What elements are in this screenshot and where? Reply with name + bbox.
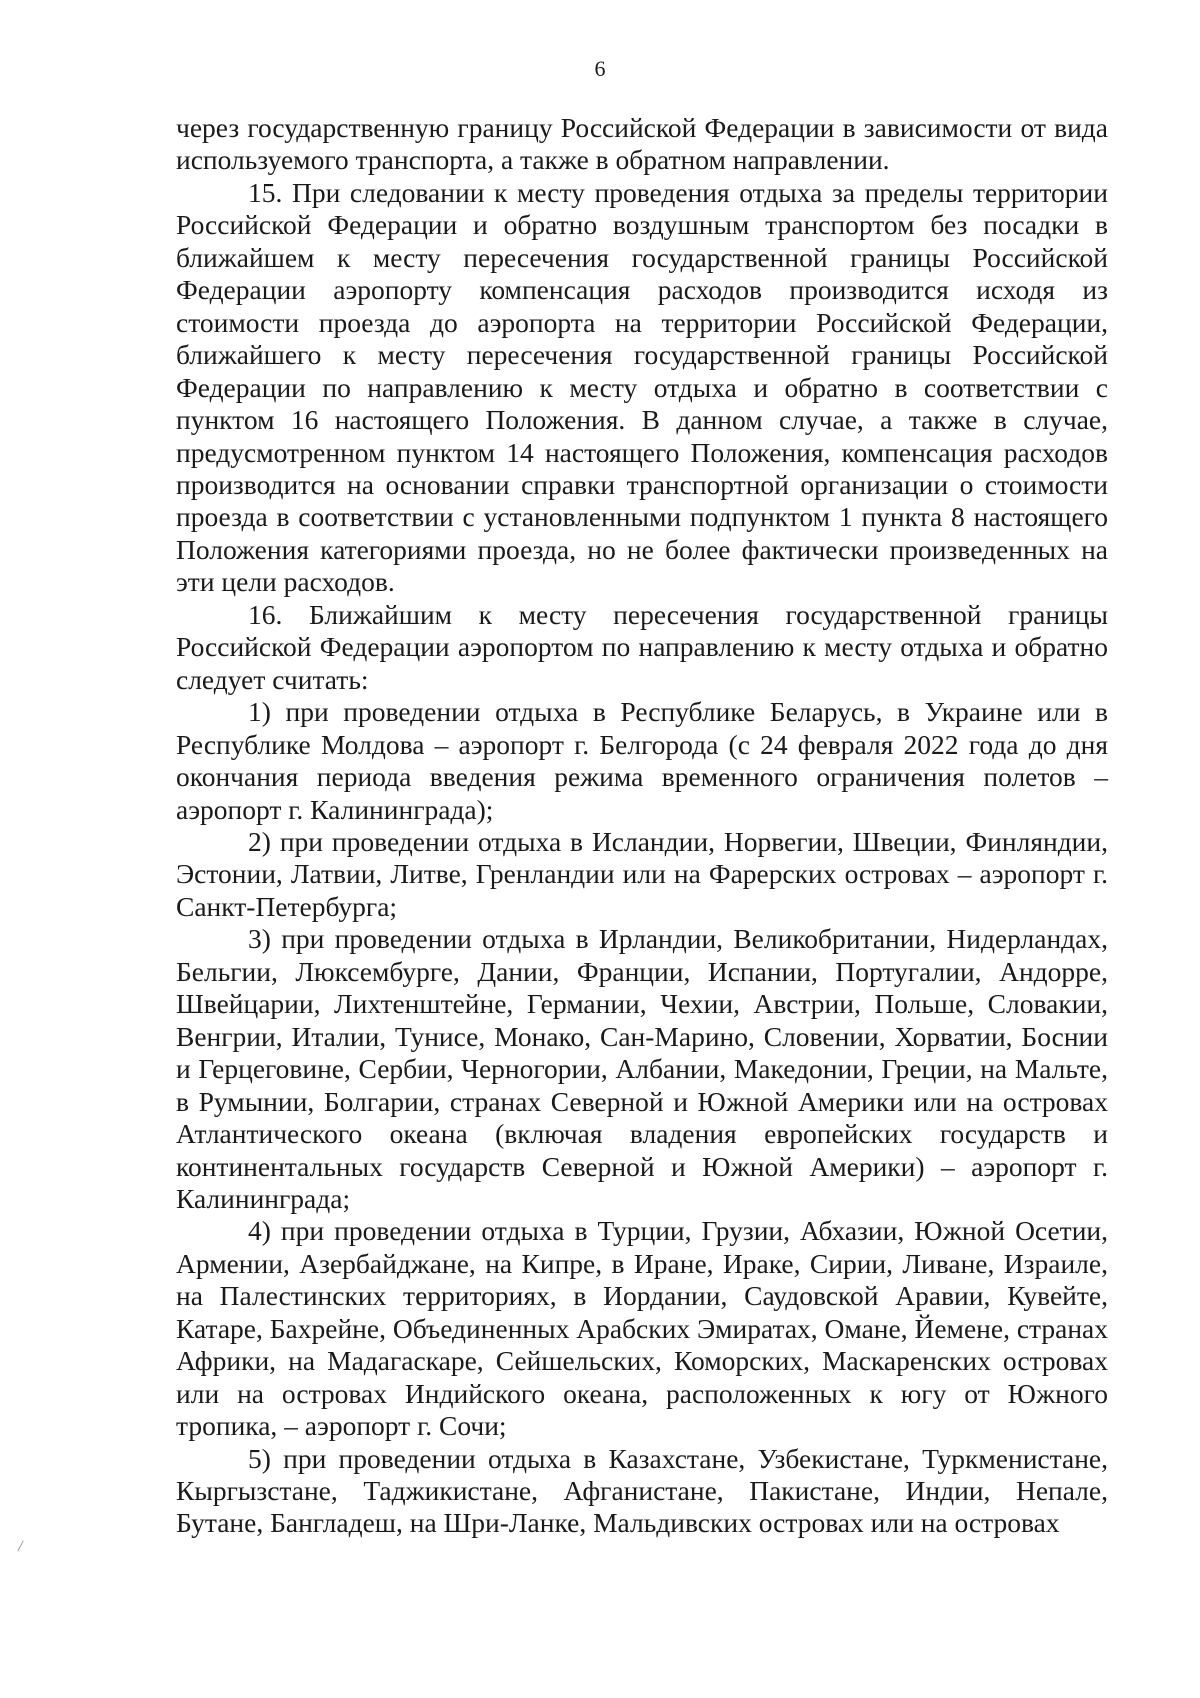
clause-15: 15. При следовании к месту проведения отдыха за пределы территории Российской Федерации и обратно воздушным транспортом без посадки в ближайшем к месту пересечения государственной границы Российской Федерации аэропорту компенсация расходов производится исходя из стоимости проезда до аэропорта на территории Российской Федерации, ближайшего к месту пересечения государственной границы Российской Федерации по направлению к месту отдыха и обратно в соответствии с пунктом 16 настоящего Положения. В данном случае, а также в случае, предусмотренном пунктом 14 настоящего Положения, компенсация расходов производится на основании справки транспортной организации о стоимости проезда в соответствии с установленными подпунктом 1 пункта 8 настоящего Положения категориями проезда, но не более фактически произведенных на эти цели расходов. <box>176 176 1108 598</box>
subclause-5: 5) при проведении отдыха в Казахстане, Узбекистане, Туркменистане, Кыргызстане, Таджикистане, Афганистане, Пакистане, Индии, Непале, Бутане, Бангладеш, на Шри-Ланке, Мальдивских островах или на островах <box>176 1442 1108 1539</box>
subclause-1: 1) при проведении отдыха в Республике Беларусь, в Украине или в Республике Молдова – аэропорт г. Белгорода (с 24 февраля 2022 года до дня окончания периода введения режима временного ограничения полетов – аэропорт г. Калининграда); <box>176 696 1108 825</box>
page-number: 6 <box>594 56 606 81</box>
paragraph-continuation: через государственную границу Российской Федерации в зависимости от вида используемого транспорта, а также в обратном направлении. <box>176 112 1108 176</box>
clause-16: 16. Ближайшим к месту пересечения государственной границы Российской Федерации аэропортом по направлению к месту отдыха и обратно следует считать: <box>176 598 1108 695</box>
subclause-3: 3) при проведении отдыха в Ирландии, Великобритании, Нидерландах, Бельгии, Люксембурге, Дании, Франции, Испании, Португалии, Андорре, Швейцарии, Лихтенштейне, Германии, Чехии, Австрии, Польше, Словакии, Венгрии, Италии, Тунисе, Монако, Сан-Марино, Словении, Хорватии, Боснии и Герцеговине, Сербии, Черногории, Албании, Македонии, Греции, на Мальте, в Румынии, Болгарии, странах Северной и Южной Америки или на островах Атлантического океана (включая владения европейских государств и континентальных государств Северной и Южной Америки) – аэропорт г. Калининграда; <box>176 923 1108 1214</box>
subclause-2: 2) при проведении отдыха в Исландии, Норвегии, Швеции, Финляндии, Эстонии, Латвии, Литве, Гренландии или на Фарерских островах – аэропорт г. Санкт-Петербурга; <box>176 825 1108 922</box>
subclause-4: 4) при проведении отдыха в Турции, Грузии, Абхазии, Южной Осетии, Армении, Азербайджане, на Кипре, в Иране, Ираке, Сирии, Ливане, Израиле, на Палестинских территориях, в Иордании, Саудовской Аравии, Кувейте, Катаре, Бахрейне, Объединенных Арабских Эмиратах, Омане, Йемене, странах Африки, на Мадагаскаре, Сейшельских, Коморских, Маскаренских островах или на островах Индийского океана, расположенных к югу от Южного тропика, – аэропорт г. Сочи; <box>176 1215 1109 1442</box>
document-body <box>176 112 1108 1540</box>
scan-artifact-mark <box>17 1540 24 1551</box>
